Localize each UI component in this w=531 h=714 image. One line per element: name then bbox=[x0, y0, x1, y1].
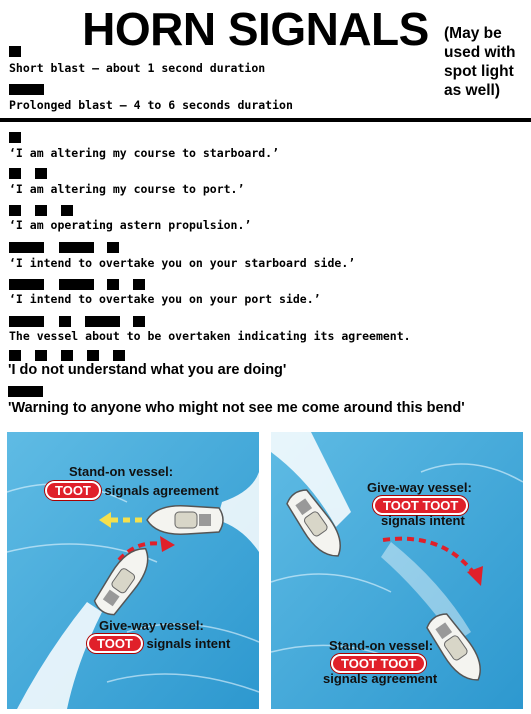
signal-text: 'Warning to anyone who might not see me come around this bend' bbox=[8, 400, 465, 416]
give-way-label: Give-way vessel: bbox=[99, 618, 204, 633]
signal-text: The vessel about to be overtaken indicating its agreement. bbox=[9, 329, 411, 343]
short-blast-symbol bbox=[133, 279, 145, 290]
signal-text: ‘I am altering my course to port.’ bbox=[9, 182, 245, 196]
short-blast-symbol bbox=[35, 205, 47, 216]
signal-caption: signals intent bbox=[381, 513, 465, 528]
short-blast-symbol bbox=[35, 350, 47, 361]
toot-badge: TOOT bbox=[87, 634, 143, 653]
note-line: used with bbox=[444, 44, 516, 61]
stand-on-boat-icon bbox=[147, 506, 223, 534]
short-blast-legend: Short blast – about 1 second duration bbox=[9, 61, 266, 75]
spotlight-note bbox=[444, 24, 515, 100]
short-blast-symbol bbox=[61, 205, 73, 216]
prolonged-blast-symbol bbox=[9, 84, 44, 95]
short-blast-symbol bbox=[9, 132, 21, 143]
signal-caption: signals agreement bbox=[323, 671, 438, 686]
short-blast-symbol bbox=[113, 350, 125, 361]
signal-text: ‘I intend to overtake you on your starboard side.’ bbox=[9, 256, 356, 270]
prolonged-blast-symbol bbox=[9, 316, 44, 327]
note-line: as well) bbox=[444, 82, 500, 99]
short-blast-symbol bbox=[9, 350, 21, 361]
note-line: spot light bbox=[444, 63, 514, 80]
signal-text: ‘I am operating astern propulsion.’ bbox=[9, 218, 252, 232]
overtake-port-illustration bbox=[271, 432, 523, 709]
page-title: HORN SIGNALS bbox=[82, 3, 429, 55]
toot-badge: TOOT TOOT bbox=[373, 496, 468, 515]
short-blast-symbol bbox=[9, 46, 21, 57]
short-blast-symbol bbox=[107, 242, 119, 253]
overtake-starboard-illustration bbox=[7, 432, 259, 709]
prolonged-blast-symbol bbox=[59, 279, 94, 290]
signal-text: ‘I am altering my course to starboard.’ bbox=[9, 146, 280, 160]
short-blast-symbol bbox=[35, 168, 47, 179]
signal-caption: signals agreement bbox=[104, 483, 219, 498]
short-blast-symbol bbox=[87, 350, 99, 361]
signal-caption: signals intent bbox=[146, 636, 231, 651]
signal-text: ‘I intend to overtake you on your port side.’ bbox=[9, 292, 321, 306]
prolonged-blast-symbol bbox=[9, 279, 44, 290]
stand-on-signal bbox=[45, 481, 219, 500]
signal-text: 'I do not understand what you are doing' bbox=[8, 362, 287, 378]
prolonged-blast-symbol bbox=[85, 316, 120, 327]
short-blast-symbol bbox=[59, 316, 71, 327]
give-way-signal bbox=[87, 634, 230, 653]
toot-badge: TOOT bbox=[45, 481, 101, 500]
short-blast-symbol bbox=[9, 168, 21, 179]
toot-badge: TOOT TOOT bbox=[331, 654, 426, 673]
prolonged-blast-symbol bbox=[8, 386, 43, 397]
short-blast-symbol bbox=[9, 205, 21, 216]
short-blast-symbol bbox=[133, 316, 145, 327]
prolonged-blast-symbol bbox=[59, 242, 94, 253]
give-way-label: Give-way vessel: bbox=[367, 480, 472, 495]
stand-on-label: Stand-on vessel: bbox=[329, 638, 434, 653]
short-blast-symbol bbox=[61, 350, 73, 361]
divider bbox=[0, 118, 531, 122]
prolonged-blast-symbol bbox=[9, 242, 44, 253]
short-blast-symbol bbox=[107, 279, 119, 290]
stand-on-label: Stand-on vessel: bbox=[69, 464, 174, 479]
note-line: (May be bbox=[444, 25, 502, 42]
prolonged-blast-legend: Prolonged blast – 4 to 6 seconds duration bbox=[9, 98, 293, 112]
